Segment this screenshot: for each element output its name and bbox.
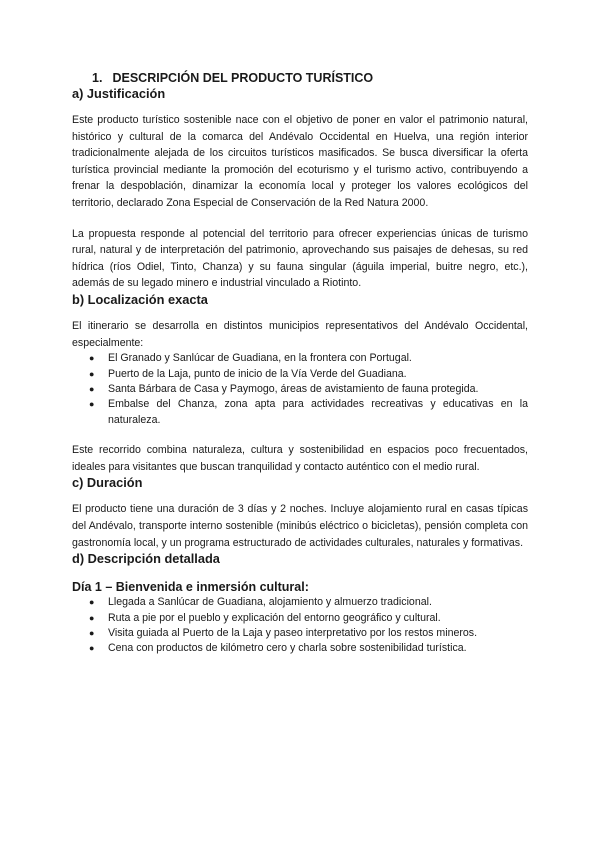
paragraph-duracion: El producto tiene una duración de 3 días y 2 noches. Incluye alojamiento rural en casas típicas del Andévalo, transporte interno sostenible (minibús eléctrico o bicicletas), pensión completa con gastronomía local, y un programa estructurado de actividades culturales, naturales y formativas.: [72, 503, 528, 549]
bullet-icon: ●: [89, 368, 95, 379]
list-item: [72, 641, 528, 656]
heading-justificacion: a) Justificación: [72, 86, 166, 101]
bullet-icon: ●: [89, 612, 95, 623]
dia-1-list: [72, 595, 528, 657]
list-item-text: Puerto de la Laja, punto de inicio de la Vía Verde del Guadiana.: [108, 367, 407, 380]
bullet-icon: ●: [89, 597, 95, 608]
list-item-text: Embalse del Chanza, zona apta para actividades recreativas y educativas en la naturaleza.: [108, 398, 528, 426]
bullet-icon: ●: [89, 383, 95, 394]
bullet-icon: ●: [89, 643, 95, 654]
heading-dia-1: Día 1 – Bienvenida e inmersión cultural:: [72, 580, 309, 595]
list-item-text: Visita guiada al Puerto de la Laja y paseo interpretativo por los restos mineros.: [108, 626, 478, 639]
bullet-icon: ●: [89, 353, 95, 364]
list-item: [72, 595, 528, 610]
list-item: [72, 611, 528, 626]
list-item-text: Llegada a Sanlúcar de Guadiana, alojamiento y almuerzo tradicional.: [108, 596, 432, 609]
paragraph-justificacion-2: La propuesta responde al potencial del territorio para ofrecer experiencias únicas de turismo rural, natural y de interpretación del patrimonio, aprovechando sus paisajes de dehesas, su red hídrica (ríos Odiel, Tinto, Chanza) y su fauna singular (águila imperial, buitre negro, etc.), además de su legado minero e industrial vinculado a Riotinto.: [72, 227, 528, 290]
paragraph-localizacion-intro: El itinerario se desarrolla en distintos municipios representativos del Andévalo Occidental, especialmente:: [72, 319, 528, 349]
list-item: [72, 351, 528, 366]
main-title-text: DESCRIPCIÓN DEL PRODUCTO TURÍSTICO: [112, 71, 374, 85]
localizacion-list: [72, 351, 528, 428]
paragraph-localizacion-closing: Este recorrido combina naturaleza, cultura y sostenibilidad en espacios poco frecuentados, ideales para visitantes que buscan tranquilidad y contacto auténtico con el medio rural.: [72, 444, 528, 473]
heading-localizacion: b) Localización exacta: [72, 291, 208, 307]
bullet-icon: ●: [89, 399, 95, 410]
bullet-icon: ●: [89, 627, 95, 638]
list-item: [72, 397, 528, 428]
main-title: [92, 70, 528, 86]
list-item-text: Ruta a pie por el pueblo y explicación del entorno geográfico y cultural.: [108, 611, 441, 624]
heading-duracion: c) Duración: [72, 475, 143, 491]
list-item: [72, 367, 528, 382]
list-item: [72, 626, 528, 641]
main-title-number: 1.: [92, 71, 103, 85]
list-item-text: Cena con productos de kilómetro cero y charla sobre sostenibilidad turística.: [108, 642, 467, 655]
heading-descripcion-detallada: d) Descripción detallada: [72, 551, 220, 567]
list-item: [72, 382, 528, 397]
document-content: [72, 70, 528, 657]
paragraph-justificacion-1: Este producto turístico sostenible nace con el objetivo de poner en valor el patrimonio natural, histórico y cultural de la comarca del Andévalo Occidental en Huelva, una región interior tradicionalmente alejada de los circuitos turísticos masificados. Se busca diversificar la oferta turística provincial mediante la promoción del ecoturismo y el turismo activo, contribuyendo a frenar la despoblación, dinamizar la economía local y proteger los valores ecológicos del territorio, declarado Zona Especial de Conservación de la Red Natura 2000.: [72, 114, 528, 209]
list-item-text: El Granado y Sanlúcar de Guadiana, en la frontera con Portugal.: [108, 352, 412, 365]
list-item-text: Santa Bárbara de Casa y Paymogo, áreas de avistamiento de fauna protegida.: [108, 382, 479, 395]
